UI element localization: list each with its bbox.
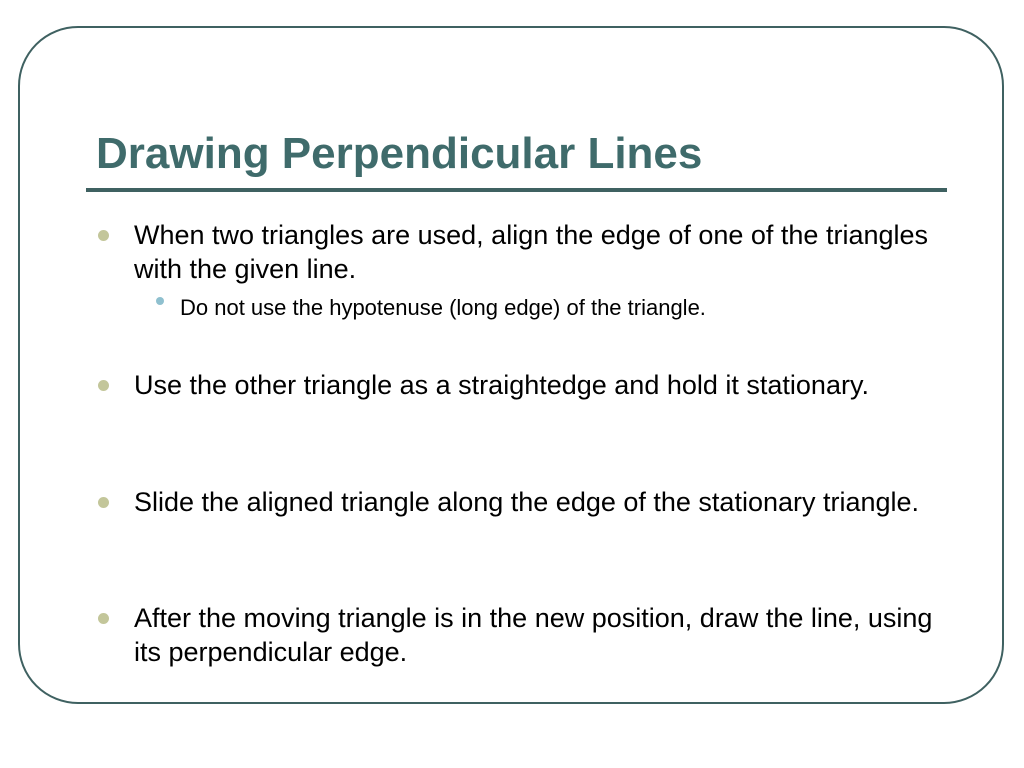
sub-bullet-text: Do not use the hypotenuse (long edge) of the triangle. xyxy=(180,295,706,320)
slide-title: Drawing Perpendicular Lines xyxy=(96,129,703,178)
bullet-marker-icon xyxy=(98,380,109,391)
title-underline xyxy=(86,188,947,192)
bullet-marker-icon xyxy=(98,613,109,624)
bullet-marker-icon xyxy=(98,497,109,508)
bullet-marker-icon xyxy=(98,230,109,241)
bullet-text: Slide the aligned triangle along the edge of the stationary triangle. xyxy=(134,487,920,517)
sub-bullet-marker-icon xyxy=(156,297,164,305)
bullet-text: When two triangles are used, align the edge of one of the triangles with the given line. xyxy=(134,220,929,284)
bullet-text: Use the other triangle as a straightedge and hold it stationary. xyxy=(134,370,869,400)
bullet-text: After the moving triangle is in the new position, draw the line, using its perpendicular edge. xyxy=(134,603,933,667)
